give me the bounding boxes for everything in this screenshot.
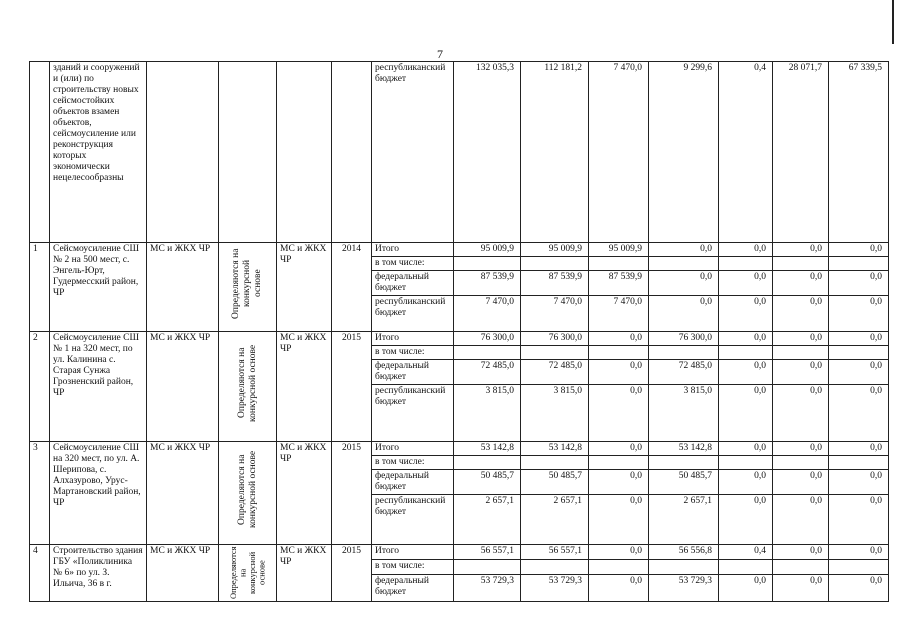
- value-cell: 0,0: [773, 296, 829, 332]
- value-cell: 0,0: [773, 470, 829, 495]
- value-cell: 0,0: [829, 360, 889, 385]
- value-cell: 112 181,2: [521, 62, 589, 243]
- value-cell: [719, 560, 773, 575]
- value-cell: 0,4: [719, 545, 773, 560]
- value-cell: [719, 456, 773, 470]
- value-cell: 0,0: [589, 360, 649, 385]
- executor-cell: [219, 332, 277, 442]
- value-cell: 95 009,9: [454, 243, 521, 257]
- page-number: 7: [437, 47, 443, 61]
- executor-vertical-text: Определяются на конкурсной основе: [231, 248, 263, 319]
- executor-vertical-text: Определяются на конкурсной основе: [236, 450, 258, 529]
- value-cell: 0,0: [589, 385, 649, 442]
- year-cell: [332, 62, 372, 243]
- value-cell: [829, 456, 889, 470]
- executor-vertical-text: Определяются на конкурсной основе: [236, 344, 258, 422]
- value-cell: 53 729,3: [649, 575, 719, 602]
- budget-label-cell: республиканский бюджет: [372, 296, 454, 332]
- value-cell: [829, 560, 889, 575]
- value-cell: 0,0: [719, 360, 773, 385]
- value-cell: [773, 346, 829, 360]
- executor-vertical-text: Определяются на конкурсной основе: [227, 546, 266, 599]
- value-cell: 0,0: [773, 332, 829, 346]
- budget-label-cell: в том числе:: [372, 257, 454, 271]
- value-cell: 56 556,8: [649, 545, 719, 560]
- value-cell: 0,0: [773, 385, 829, 442]
- value-cell: 76 300,0: [649, 332, 719, 346]
- executor-cell: [219, 62, 277, 243]
- year-cell: 2015: [332, 442, 372, 545]
- table-row: [30, 545, 889, 560]
- row-number-cell: 3: [30, 442, 50, 545]
- value-cell: 0,0: [719, 470, 773, 495]
- row-number-cell: 4: [30, 545, 50, 602]
- value-cell: 0,0: [773, 271, 829, 296]
- value-cell: 0,0: [649, 296, 719, 332]
- value-cell: 53 142,8: [649, 442, 719, 456]
- value-cell: 0,0: [719, 442, 773, 456]
- value-cell: 2 657,1: [649, 495, 719, 545]
- object-name-cell: Строительство здания ГБУ «Поликлиника № 6» по ул. З. Ильича, 36 в г.: [50, 545, 147, 602]
- value-cell: 0,0: [719, 495, 773, 545]
- budget-label-cell: в том числе:: [372, 456, 454, 470]
- budget-label-cell: в том числе:: [372, 346, 454, 360]
- executor-cell: [219, 442, 277, 545]
- value-cell: [521, 346, 589, 360]
- value-cell: 3 815,0: [521, 385, 589, 442]
- value-cell: 0,0: [773, 442, 829, 456]
- page-edge-mark: [892, 0, 894, 44]
- value-cell: 9 299,6: [649, 62, 719, 243]
- value-cell: 7 470,0: [589, 296, 649, 332]
- value-cell: 0,0: [829, 271, 889, 296]
- value-cell: [829, 346, 889, 360]
- value-cell: 0,0: [649, 271, 719, 296]
- recipient-cell: МС и ЖКХ ЧР: [277, 545, 332, 602]
- value-cell: 0,0: [589, 470, 649, 495]
- value-cell: 0,0: [589, 495, 649, 545]
- value-cell: 0,0: [829, 442, 889, 456]
- budget-label-cell: республиканский бюджет: [372, 385, 454, 442]
- value-cell: [719, 346, 773, 360]
- value-cell: 76 300,0: [454, 332, 521, 346]
- table-row: [30, 442, 889, 456]
- value-cell: 0,0: [719, 296, 773, 332]
- program-table: [29, 61, 889, 602]
- value-cell: 50 485,7: [521, 470, 589, 495]
- value-cell: [589, 456, 649, 470]
- value-cell: [589, 257, 649, 271]
- value-cell: 0,4: [719, 62, 773, 243]
- value-cell: [589, 346, 649, 360]
- value-cell: 2 657,1: [454, 495, 521, 545]
- recipient-cell: МС и ЖКХ ЧР: [277, 332, 332, 442]
- value-cell: 2 657,1: [521, 495, 589, 545]
- year-cell: 2015: [332, 332, 372, 442]
- customer-cell: МС и ЖКХ ЧР: [147, 332, 219, 442]
- value-cell: [649, 346, 719, 360]
- value-cell: 3 815,0: [454, 385, 521, 442]
- value-cell: 53 142,8: [521, 442, 589, 456]
- customer-cell: МС и ЖКХ ЧР: [147, 243, 219, 332]
- value-cell: [521, 560, 589, 575]
- value-cell: 0,0: [719, 271, 773, 296]
- value-cell: 53 729,3: [521, 575, 589, 602]
- budget-label-cell: федеральный бюджет: [372, 271, 454, 296]
- value-cell: 72 485,0: [521, 360, 589, 385]
- value-cell: [454, 560, 521, 575]
- value-cell: 76 300,0: [521, 332, 589, 346]
- budget-label-cell: Итого: [372, 545, 454, 560]
- value-cell: 72 485,0: [454, 360, 521, 385]
- value-cell: 0,0: [829, 296, 889, 332]
- recipient-cell: МС и ЖКХ ЧР: [277, 243, 332, 332]
- value-cell: 0,0: [649, 243, 719, 257]
- customer-cell: [147, 62, 219, 243]
- value-cell: 0,0: [589, 442, 649, 456]
- value-cell: 0,0: [719, 385, 773, 442]
- executor-cell: [219, 545, 277, 602]
- budget-label-cell: Итого: [372, 442, 454, 456]
- value-cell: 87 539,9: [454, 271, 521, 296]
- table-body: [30, 62, 889, 602]
- object-name-cell: Сейсмоусиление СШ № 1 на 320 мест, по ул. Калинина с. Старая Сунжа Грозненский район, ЧР: [50, 332, 147, 442]
- value-cell: 95 009,9: [589, 243, 649, 257]
- value-cell: 132 035,3: [454, 62, 521, 243]
- value-cell: 0,0: [829, 243, 889, 257]
- budget-label-cell: республиканский бюджет: [372, 62, 454, 243]
- value-cell: 67 339,5: [829, 62, 889, 243]
- value-cell: [773, 560, 829, 575]
- value-cell: [773, 456, 829, 470]
- budget-label-cell: в том числе:: [372, 560, 454, 575]
- value-cell: [454, 257, 521, 271]
- row-number-cell: 2: [30, 332, 50, 442]
- value-cell: 28 071,7: [773, 62, 829, 243]
- customer-cell: МС и ЖКХ ЧР: [147, 442, 219, 545]
- recipient-cell: МС и ЖКХ ЧР: [277, 442, 332, 545]
- value-cell: 0,0: [719, 243, 773, 257]
- value-cell: 0,0: [719, 332, 773, 346]
- year-cell: 2014: [332, 243, 372, 332]
- object-name-cell: зданий и сооружений и (или) по строительству новых сейсмостойких объектов взамен объектов, сейсмоусиление или реконструкция которых экономически нецелесообразны: [50, 62, 147, 243]
- value-cell: 7 470,0: [454, 296, 521, 332]
- budget-label-cell: федеральный бюджет: [372, 360, 454, 385]
- recipient-cell: [277, 62, 332, 243]
- table-row: [30, 332, 889, 346]
- value-cell: 0,0: [773, 545, 829, 560]
- value-cell: 87 539,9: [589, 271, 649, 296]
- value-cell: 53 729,3: [454, 575, 521, 602]
- value-cell: [649, 456, 719, 470]
- value-cell: [829, 257, 889, 271]
- budget-label-cell: Итого: [372, 332, 454, 346]
- value-cell: [454, 456, 521, 470]
- value-cell: [521, 456, 589, 470]
- value-cell: 0,0: [829, 332, 889, 346]
- value-cell: 0,0: [829, 385, 889, 442]
- value-cell: 72 485,0: [649, 360, 719, 385]
- value-cell: [649, 257, 719, 271]
- value-cell: 7 470,0: [521, 296, 589, 332]
- budget-label-cell: республиканский бюджет: [372, 495, 454, 545]
- value-cell: 53 142,8: [454, 442, 521, 456]
- value-cell: 0,0: [719, 575, 773, 602]
- value-cell: [719, 257, 773, 271]
- value-cell: [454, 346, 521, 360]
- value-cell: 0,0: [829, 545, 889, 560]
- value-cell: [649, 560, 719, 575]
- value-cell: 50 485,7: [454, 470, 521, 495]
- value-cell: 0,0: [829, 470, 889, 495]
- value-cell: 0,0: [589, 545, 649, 560]
- object-name-cell: Сейсмоусиление СШ № 2 на 500 мест, с. Энгель-Юрт, Гудермесский район, ЧР: [50, 243, 147, 332]
- value-cell: 95 009,9: [521, 243, 589, 257]
- value-cell: [773, 257, 829, 271]
- budget-label-cell: Итого: [372, 243, 454, 257]
- value-cell: 3 815,0: [649, 385, 719, 442]
- value-cell: 0,0: [773, 243, 829, 257]
- budget-label-cell: федеральный бюджет: [372, 575, 454, 602]
- row-number-cell: 1: [30, 243, 50, 332]
- value-cell: 0,0: [829, 495, 889, 545]
- row-number-cell: [30, 62, 50, 243]
- value-cell: 0,0: [773, 495, 829, 545]
- value-cell: 0,0: [589, 575, 649, 602]
- executor-cell: [219, 243, 277, 332]
- value-cell: 0,0: [829, 575, 889, 602]
- value-cell: [521, 257, 589, 271]
- value-cell: [589, 560, 649, 575]
- value-cell: 7 470,0: [589, 62, 649, 243]
- customer-cell: МС и ЖКХ ЧР: [147, 545, 219, 602]
- year-cell: 2015: [332, 545, 372, 602]
- value-cell: 0,0: [773, 575, 829, 602]
- value-cell: 56 557,1: [521, 545, 589, 560]
- value-cell: 87 539,9: [521, 271, 589, 296]
- value-cell: 56 557,1: [454, 545, 521, 560]
- table-row: [30, 243, 889, 257]
- value-cell: 50 485,7: [649, 470, 719, 495]
- value-cell: 0,0: [589, 332, 649, 346]
- budget-label-cell: федеральный бюджет: [372, 470, 454, 495]
- value-cell: 0,0: [773, 360, 829, 385]
- object-name-cell: Сейсмоусиление СШ на 320 мест, по ул. А. Шерипова, с. Алхазурово, Урус-Мартановский район, ЧР: [50, 442, 147, 545]
- table-row: [30, 62, 889, 243]
